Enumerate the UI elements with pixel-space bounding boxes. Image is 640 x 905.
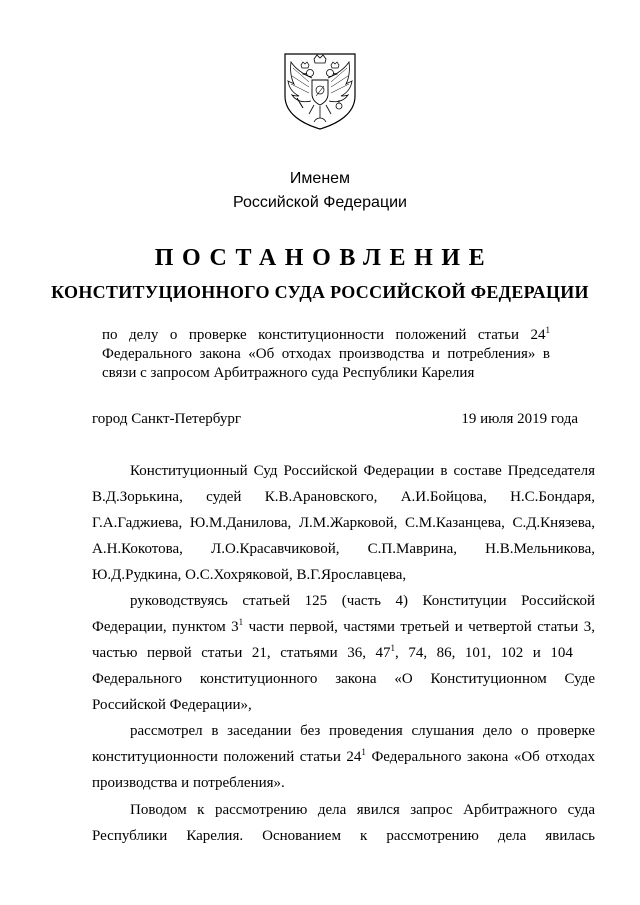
coat-of-arms-icon [279, 52, 361, 130]
city-label: город Санкт-Петербург [92, 411, 241, 427]
paragraph-2-line-3-superscript: 1 [390, 643, 396, 653]
paragraph-1-line-3: Г.А.Гаджиева, Ю.М.Данилова, Л.М.Жарковой, С.М.Казанцева, С.Д.Князева, [92, 515, 595, 531]
document-type-title: ПОСТАНОВЛЕНИЕ [154, 245, 494, 271]
in-name-line-1: Именем [289, 170, 351, 187]
paragraph-3-line-2 [92, 747, 595, 767]
paragraph-3-line-2-superscript: 1 [361, 747, 366, 757]
court-name-heading: КОНСТИТУЦИОННОГО СУДА РОССИЙСКОЙ ФЕДЕРАЦИИ [51, 282, 589, 302]
subject-line-1-superscript: 1 [545, 325, 550, 335]
subject-line-3: связи с запросом Арбитражного суда Республики Карелия [102, 365, 475, 381]
paragraph-2-line-5: Российской Федерации», [92, 697, 252, 713]
paragraph-3-line-1: рассмотрел в заседании без проведения слушания дело о проверке [130, 723, 595, 739]
paragraph-1-line-5: Ю.Д.Рудкина, О.С.Хохряковой, В.Г.Ярославцева, [92, 567, 407, 583]
paragraph-2-line-3-text-a: частью первой статьи 21, статьями 36, 47 [92, 645, 391, 661]
paragraph-1-line-4: А.Н.Кокотова, Л.О.Красавчиковой, С.П.Маврина, Н.В.Мельникова, [92, 541, 595, 557]
paragraph-3-line-2-text-a: конституционности положений статьи 24 [92, 749, 362, 765]
paragraph-1-line-1: Конституционный Суд Российской Федерации в составе Председателя [130, 463, 595, 479]
paragraph-2-line-1: руководствуясь статьей 125 (часть 4) Конституции Российской [130, 593, 595, 609]
paragraph-2-line-3-text-b: , 74, 86, 101, 102 и 104 [395, 645, 573, 661]
paragraph-3-line-2-text-b: Федерального закона «Об отходах [365, 749, 595, 765]
subject-line-1-text: по делу о проверке конституционности положений статьи 24 [102, 327, 546, 343]
date-label: 19 июля 2019 года [461, 411, 578, 427]
paragraph-2-line-2-text-b: части первой, частями третьей и четвертой статьи 3, [243, 619, 595, 635]
paragraph-2-line-3 [92, 643, 595, 663]
paragraph-3-line-3: производства и потребления». [92, 775, 285, 791]
in-name-line-2: Российской Федерации [233, 194, 407, 211]
paragraph-4-line-1: Поводом к рассмотрению дела явился запрос Арбитражного суда [130, 802, 595, 818]
paragraph-2-line-2-text-a: Федерации, пунктом 3 [92, 619, 239, 635]
paragraph-2-line-2-superscript: 1 [238, 617, 244, 627]
paragraph-1-line-2: В.Д.Зорькина, судей К.В.Арановского, А.И.Бойцова, Н.С.Бондаря, [92, 489, 595, 505]
subject-line-2: Федерального закона «Об отходах производства и потребления» в [102, 346, 550, 362]
paragraph-4-line-2: Республики Карелия. Основанием к рассмотрению дела явилась [92, 828, 595, 844]
paragraph-2-line-4: Федерального конституционного закона «О Конституционном Суде [92, 671, 595, 687]
paragraph-2-line-2 [92, 617, 595, 637]
case-subject-block [102, 326, 550, 383]
subject-line-1 [102, 326, 550, 345]
